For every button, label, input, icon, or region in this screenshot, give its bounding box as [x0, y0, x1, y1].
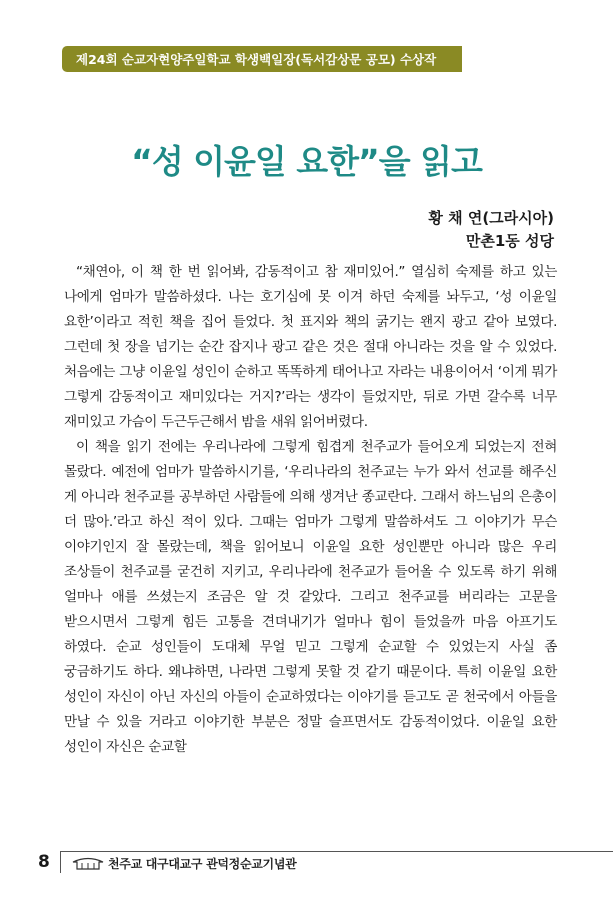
footer-organization: 천주교 대구대교구 관덕정순교기념관 [108, 857, 297, 871]
author-block [428, 207, 554, 253]
author-name: 황 채 연(그라시아) [428, 209, 554, 227]
contest-banner [62, 46, 462, 72]
author-parish: 만촌1동 성당 [465, 232, 554, 250]
page-number: 8 [38, 852, 50, 872]
article-body [64, 260, 557, 760]
paragraph: “채연아, 이 책 한 번 읽어봐, 감동적이고 참 재미있어.” 열심히 숙제를 하고 있는 나에게 엄마가 말씀하셨다. 나는 호기심에 못 이겨 하던 숙제를 놔두고, ‘성 이윤일 요한’이라고 적힌 책을 집어 들었다. 첫 표지와 책의 굵기는 왠지 광고 같아 보였다. 그런데 첫 장을 넘기는 순간 잡지나 광고 같은 것은 절대 아니라는 것을 알 수 있었다. 처음에는 그냥 이윤일 성인이 순하고 똑똑하게 태어나고 자라는 내용이어서 ‘이게 뭐가 그렇게 감동적이고 재미있다는 거지?’라는 생각이 들었지만, 뒤로 가면 갈수록 너무 재미있고 가슴이 두근두근해서 밤을 새워 읽어버렸다. [64, 264, 557, 430]
footer-divider [60, 851, 613, 852]
article-title: “성 이윤일 요한”을 읽고 [131, 142, 482, 181]
gwandeokjeong-pavilion-icon [72, 855, 104, 875]
banner-text: 제24회 순교자현양주일학교 학생백일장(독서감상문 공모) 수상작 [76, 52, 437, 67]
paragraph: 이 책을 읽기 전에는 우리나라에 그렇게 힘겹게 천주교가 들어오게 되었는지 전혀 몰랐다. 예전에 엄마가 말씀하시기를, ‘우리나라의 천주교는 누가 와서 선교를 해주신 게 아니라 천주교를 공부하던 사람들에 의해 생겨난 종교란다. 그래서 하느님의 은총이 더 많아.’라고 하신 적이 있다. 그때는 엄마가 그렇게 말씀하셔도 그 이야기가 무슨 이야기인지 잘 몰랐는데, 책을 읽어보니 이윤일 요한 성인뿐만 아니라 많은 우리 조상들이 천주교를 굳건히 지키고, 우리나라에 천주교가 들어올 수 있도록 하기 위해 얼마나 애를 쓰셨는지 조금은 알 것 같았다. 그리고 천주교를 버리라는 고문을 받으시면서 그렇게 힘든 고통을 견뎌내기가 얼마나 힘이 들었을까 마음 아프기도 하였다. 순교 성인들이 도대체 무얼 믿고 그렇게 순교할 수 있었는지 사실 좀 궁금하기도 하다. 왜냐하면, 나라면 그렇게 못할 것 같기 때문이다. 특히 이윤일 요한 성인이 자신이 아닌 자신의 아들이 순교하였다는 이야기를 듣고도 곧 천국에서 아들을 만날 수 있을 거라고 이야기한 부분은 정말 슬프면서도 감동적이었다. 이윤일 요한 성인이 자신은 순교할 [64, 439, 557, 755]
footer-vertical-divider [60, 851, 61, 873]
